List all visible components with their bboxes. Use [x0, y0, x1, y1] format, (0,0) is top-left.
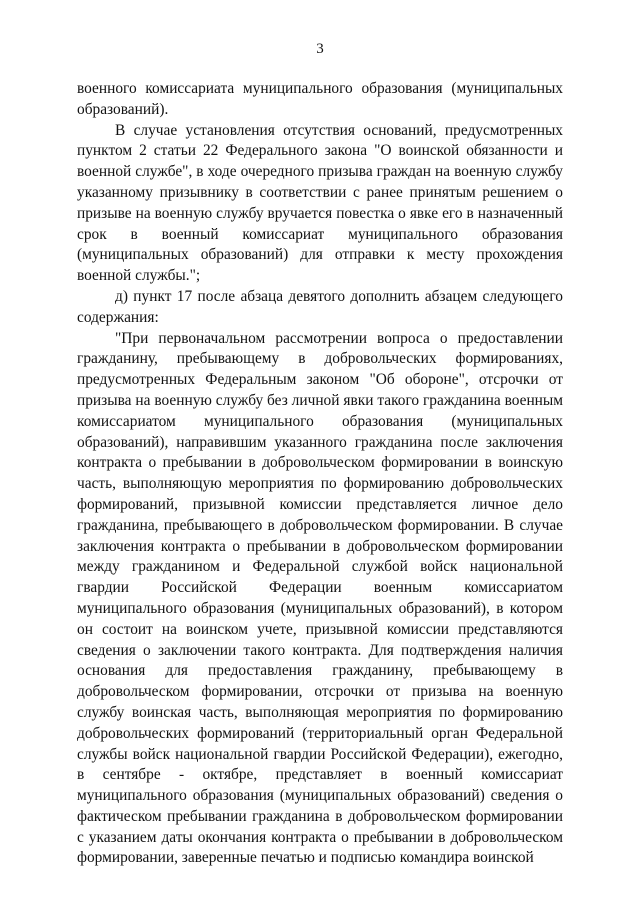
paragraph-amendment-d: д) пункт 17 после абзаца девятого дополнить абзацем следующего содержания: [77, 287, 563, 326]
page-number: 3 [316, 41, 324, 57]
paragraph-continuation: военного комиссариата муниципального образования (муниципальных образований). [77, 80, 563, 118]
document-body [77, 79, 563, 869]
paragraph-new-text: "При первоначальном рассмотрении вопроса о предоставлении гражданину, пребывающему в добровольческих формированиях, предусмотренных Федеральным законом "Об обороне", отсрочки от призыва на военную службу без личной явки такого гражданина военным комиссариатом муниципального образования (муниципальных образований), направившим указанного гражданина после заключения контракта о пребывании в добровольческом формировании в воинскую часть, выполняющую мероприятия по формированию добровольческих формирований, призывной комиссии представляется личное дело гражданина, пребывающего в добровольческом формировании. В случае заключения контракта о пребывании в добровольческом формировании между гражданином и Федеральной службой войск национальной гвардии Российской Федерации военным комиссариатом муниципального образования (муниципальных образований), в котором он состоит на воинском учете, призывной комиссии представляются сведения о заключении такого контракта. Для подтверждения наличия основания для предоставления гражданину, пребывающему в добровольческом формировании, отсрочки от призыва на военную службу воинская часть, выполняющая мероприятия по формированию добровольческих формирований (территориальный орган Федеральной службы войск национальной гвардии Российской Федерации), ежегодно, в сентябре - октябре, представляет в военный комиссариат муниципального образования (муниципальных образований) сведения о фактическом пребывании гражданина в добровольческом формировании с указанием даты окончания контракта о пребывании в добровольческом формировании, заверенные печатью и подписью командира воинской [77, 329, 563, 867]
paragraph-call-up-notice: В случае установления отсутствия оснований, предусмотренных пунктом 2 статьи 22 Федерального закона "О воинской обязанности и военной службе", в ходе очередного призыва граждан на военную службу указанному призывнику в соответствии с ранее принятым решением о призыве на военную службу вручается повестка о явке его в назначенный срок в военный комиссариат муниципального образования (муниципальных образований) для отправки к месту прохождения военной службы."; [77, 121, 563, 285]
